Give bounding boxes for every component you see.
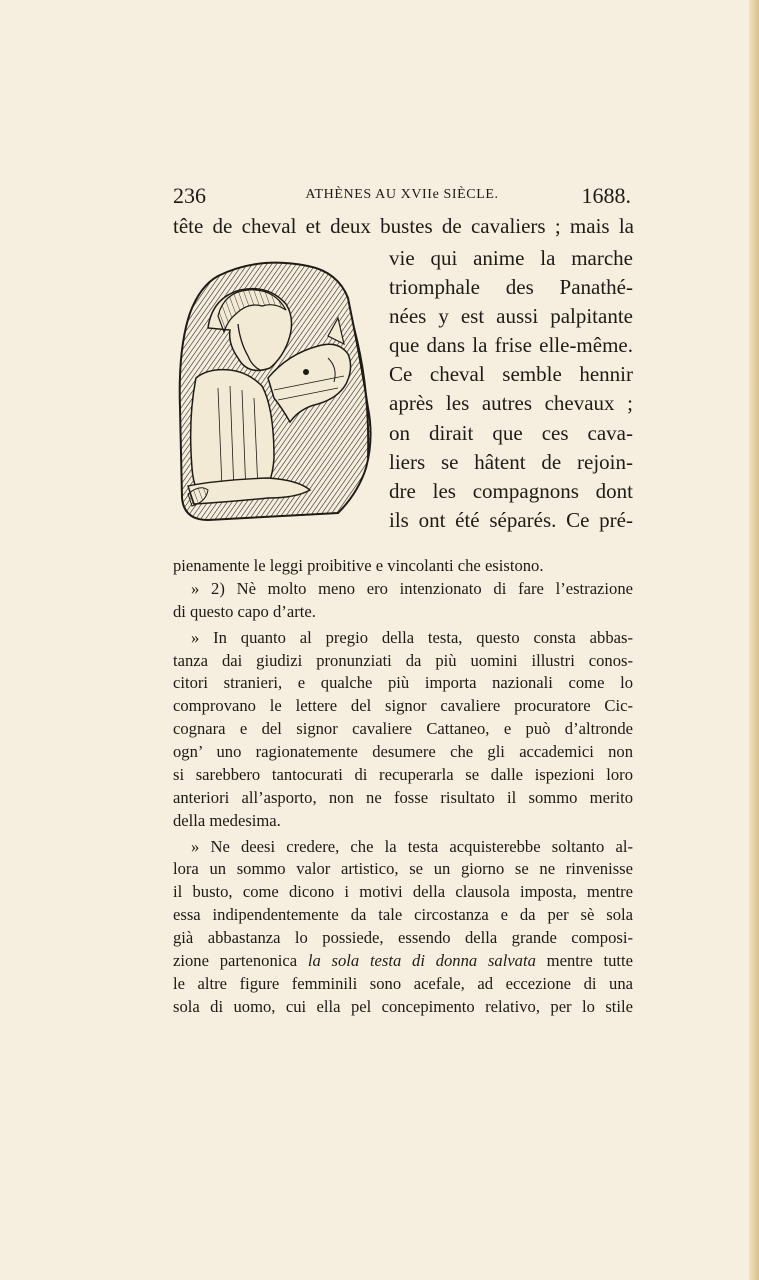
- italic-phrase: la sola testa di donna salvata: [307, 950, 536, 970]
- french-line: liers se hâtent de rejoin-: [389, 449, 633, 474]
- french-line: nées y est aussi palpitante: [389, 304, 633, 329]
- french-text-first-line: tête de cheval et deux bustes de cavaliers ; mais la: [173, 214, 634, 238]
- italian-quotation-block: [173, 555, 633, 1019]
- page-edge: [749, 0, 759, 1280]
- french-line: triomphale des Panathé-: [389, 275, 633, 300]
- french-line: après les autres chevaux ;: [389, 391, 633, 416]
- french-line: que dans la frise elle-même.: [389, 333, 633, 358]
- italian-line: comprovano le lettere del signor cavaliere procuratore Cic-: [173, 696, 633, 716]
- italian-line: essa indipendentemente da tale circostanza e da per sè sola: [173, 905, 633, 925]
- italian-line: si sarebbero tantocurati di recuperarla se dalle ispezioni loro: [173, 764, 633, 784]
- italian-line: lora un sommo valor artistico, se un giorno se ne rinvenisse: [173, 859, 633, 879]
- italian-line: » 2) Nè molto meno ero intenzionato di fare l’estrazione: [191, 578, 633, 598]
- italian-line: il busto, come dicono i motivi della clausola imposta, mentre: [173, 882, 633, 902]
- italian-line: ogn’ uno ragionatemente desumere che gli accademici non: [173, 742, 633, 761]
- italian-line: di questo capo d’arte.: [173, 601, 316, 621]
- italian-line: cognara e del signor cavaliere Cattaneo, e può d’altronde: [173, 719, 633, 739]
- french-line: vie qui anime la marche: [389, 246, 633, 270]
- italian-line: della medesima.: [173, 810, 281, 830]
- french-line: Ce cheval semble hennir: [389, 362, 633, 387]
- italian-line-with-italic: [173, 950, 633, 973]
- page-number: 236: [173, 183, 206, 208]
- french-line: dre les compagnons dont: [389, 478, 633, 503]
- italian-line: già abbastanza lo possiede, essendo della grande composi-: [173, 928, 633, 947]
- running-title: ATHÈNES AU XVIIe SIÈCLE.: [305, 187, 499, 202]
- italian-text: zione partenonica: [173, 950, 298, 970]
- french-line: ils ont été séparés. Ce pré-: [389, 507, 633, 532]
- running-header: [173, 183, 631, 211]
- italian-line: sola di uomo, cui ella pel concepimento relativo, per lo stile: [173, 996, 633, 1016]
- italian-line: anteriori all’asporto, non ne fosse risultato il sommo merito: [173, 787, 633, 807]
- italian-line: le altre figure femminili sono acefale, ad eccezione di una: [173, 973, 633, 993]
- italian-text: mentre tutte: [546, 950, 633, 970]
- header-year: 1688.: [581, 183, 631, 208]
- french-text-side-column: [389, 244, 633, 535]
- italian-line: pienamente le leggi proibitive e vincolanti che esistono.: [173, 556, 544, 575]
- italian-line: citori stranieri, e qualche più importa nazionali come lo: [173, 673, 633, 693]
- italian-line: » In quanto al pregio della testa, questo consta abbas-: [191, 627, 633, 647]
- horse-relief-illustration: [178, 258, 378, 528]
- italian-line: » Ne deesi credere, che la testa acquisterebbe soltanto al-: [191, 836, 633, 856]
- french-line: on dirait que ces cava-: [389, 420, 633, 445]
- italian-line: tanza dai giudizi pronunziati da più uomini illustri conos-: [173, 650, 633, 670]
